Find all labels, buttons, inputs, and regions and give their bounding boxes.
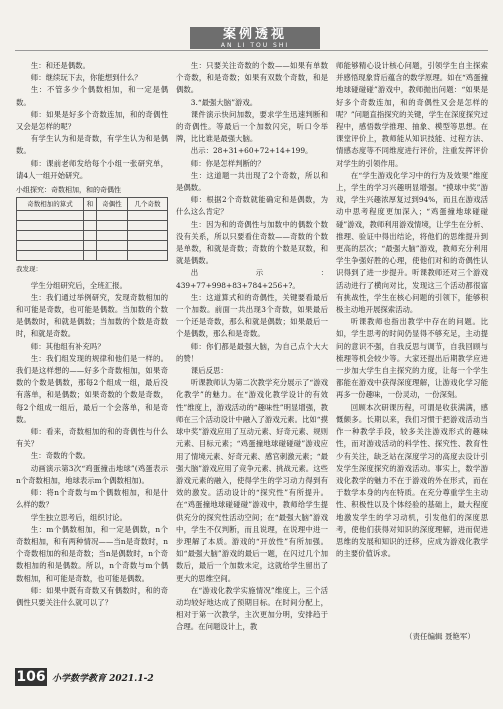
table-title: 小组探究：奇数相加，和的奇偶性 bbox=[16, 186, 121, 195]
paragraph: 生：因为和的奇偶性与加数中的偶数个数没有关系，所以只要看住奇数——奇数的个数是单数，和就是奇数；奇数的个数是双数，和就是偶数。 bbox=[176, 219, 328, 266]
column-left bbox=[16, 60, 168, 658]
paragraph: 师：将n个奇数与m个偶数相加，和是什么样的数？ bbox=[16, 488, 168, 510]
paragraph: 师：根据2个奇数就能确定和是偶数，为什么这么肯定？ bbox=[176, 195, 328, 217]
table-note: 我发现： bbox=[16, 265, 42, 274]
editor-credit: （责任编辑 聂艳军） bbox=[405, 632, 475, 641]
paragraph: 师：你是怎样判断的？ bbox=[190, 158, 265, 168]
table-cell bbox=[127, 221, 167, 231]
paragraph: 学生独立思考后，组织讨论。 bbox=[30, 512, 127, 522]
paragraph: 师：继续玩下去，你能想到什么？ bbox=[30, 73, 142, 83]
paragraph: 师能够精心设计核心问题，引领学生自主探索并感悟现象背后蕴含的数学原理。如在“鸡蛋撞地球碰碰碰”游戏中，教师抛出问题：“如果是好多个奇数连加，和的奇偶性又会是怎样的呢？”问题直指探究的关键，学生在深度探究过程中，感悟数学推理、抽象、模型等思想。在课堂评价上，教师能从知识技能、过程方法、情感态度等不同维度进行评价，注重发挥评价对学生的引领作用。 bbox=[336, 61, 488, 168]
paragraph: 出示：439+77+998+83+784+256+?。 bbox=[176, 268, 328, 290]
paragraph: 师：看来，奇数相加的和的奇偶性与什么有关？ bbox=[16, 427, 168, 449]
journal-name: 小学数学教育 2021.1-2 bbox=[52, 674, 154, 684]
paragraph: 师：其他组有补充吗？ bbox=[30, 341, 105, 351]
table-cell bbox=[127, 251, 167, 261]
table-cell bbox=[17, 241, 84, 251]
table-row bbox=[17, 251, 168, 261]
paragraph: 生：这道题一共出现了2个奇数，所以和是偶数。 bbox=[176, 170, 328, 193]
table-row bbox=[17, 221, 168, 231]
table-cell bbox=[83, 211, 96, 221]
table-cell bbox=[127, 211, 167, 221]
paragraph: 生：m个偶数相加，和一定是偶数，n个奇数相加，和有两种情况——当n是奇数时，n个奇数相加的和是奇数；当n是偶数时，n个奇数相加的和是偶数。所以，n个奇数与m个偶数相加，和可能是奇数，也可能是偶数。 bbox=[16, 524, 168, 583]
table-cell bbox=[96, 241, 127, 251]
paragraph: 出示：28+31+60+72+14+199。 bbox=[190, 146, 313, 156]
paragraph: 生：和还是偶数。 bbox=[30, 61, 90, 70]
section-subtitle: AN LI TOU SHI bbox=[220, 42, 290, 49]
table-row bbox=[17, 241, 168, 251]
paragraph: 生：我们通过举例研究，发现奇数相加的和可能是奇数，也可能是偶数。当加数的个数是偶数时，和就是偶数；当加数的个数是奇数时，和就是奇数。 bbox=[16, 292, 168, 339]
table-cell bbox=[83, 251, 96, 261]
table-cell bbox=[83, 241, 96, 251]
table-header-cell: 奇偶性 bbox=[96, 198, 127, 211]
paragraph: 在“学生游戏化学习中的行为及效果”维度上，学生的学习兴趣明显增强。“摸球中奖”游戏，学生兴趣浓厚复过到94%，而且在游戏活动中思考程度更加深入；“鸡蛋撞地球碰碰碰”游戏，教师利用游戏情境，让学生在分析、推理、验证中得出结论，将他们的思维提升到更高的层次；“最强大脑”游戏，教师充分利用学生争强好胜的心理，使他们对和的奇偶性认识得到了进一步提升。听课教师还对三个游戏活动进行了横向对比，发现这三个活动都很富有挑战性，学生在核心问题的引领下，能够积极主动地开展探索活动。 bbox=[336, 170, 488, 315]
column-right bbox=[336, 60, 488, 658]
paragraph: 有学生认为和是奇数，有学生认为和是偶数。 bbox=[16, 134, 168, 156]
table-header-cell: 奇数相加的算式 bbox=[17, 198, 84, 211]
table-cell bbox=[17, 211, 84, 221]
paragraph: 生：只要关注奇数的个数——如果有单数个奇数，和是奇数；如果有双数个奇数，和是偶数。 bbox=[176, 61, 328, 95]
paragraph: 师：课前老师发给每个小组一张研究单，请4人一组开始研究。 bbox=[16, 158, 168, 180]
paragraph: 生：这道算式和的奇偶性，关键要看最后一个加数。前面一共出现3个奇数，如果最后一个还是奇数，那么和就是偶数；如果最后一个是偶数，那么和是奇数。 bbox=[176, 292, 328, 339]
table-cell bbox=[83, 231, 96, 241]
paragraph: 在“游戏化教学实施情况”维度上，三个活动均较好地达成了预期目标。在时间分配上，相对于第一次教学，主次更加分明，安排趋于合理。在问题设计上，教 bbox=[176, 585, 328, 632]
paragraph: 生：我们组发现的规律和他们是一样的。我们是这样想的——好多个奇数相加，如果奇数的个数是偶数，那每2个组成一组，最后没有落单，和是偶数；如果奇数的个数是奇数，每2个组成一组后，最后一个会落单，和是奇数。 bbox=[16, 353, 168, 424]
table-cell bbox=[127, 231, 167, 241]
paragraph: 生：不管多少个偶数相加，和一定是偶数。 bbox=[16, 85, 168, 107]
paragraph: 听课教师也指出教学中存在的问题。比如，学生思考的时间仍显得不够充足，主动提问的意识不强，自我反思与调节，自我回顾与梳理等机会较少等。大家还提出后期教学应进一步加大学生自主探究的力度，让每一个学生都能在游戏中获得深度理解，让游戏化学习能再多一份趣味，一份灵动，一份深刻。 bbox=[336, 317, 488, 400]
column-middle bbox=[176, 60, 328, 658]
table-header-cell: 几个奇数 bbox=[127, 198, 167, 211]
table-cell bbox=[96, 221, 127, 231]
paragraph: 师：如果是好多个奇数连加，和的奇偶性又会是怎样的呢？ bbox=[16, 109, 168, 132]
table-header-cell: 和 bbox=[83, 198, 96, 211]
table-cell bbox=[17, 221, 84, 231]
paragraph: 动画演示第3次“鸡蛋撞击地球”(鸡蛋表示n个奇数相加，地球表示m个偶数相加)。 bbox=[16, 463, 168, 485]
section-banner bbox=[190, 27, 320, 49]
page-number: 106 bbox=[16, 669, 46, 685]
table-cell bbox=[17, 231, 84, 241]
page-header bbox=[0, 0, 503, 58]
research-table bbox=[16, 197, 168, 261]
paragraph: 生：奇数的个数。 bbox=[30, 451, 90, 461]
paragraph: 回顾本次研课历程，可谓是收获满满，感慨颇多。长期以来，我们习惯于把游戏活动当作一种教学手段，较多关注游戏形式的趣味性，而对游戏活动的科学性、探究性、教育性少有关注，缺乏站在深度学习的高度去设计引发学生深度探究的游戏活动。事实上，数学游戏化教学的魅力不在于游戏的外在形式，而在于数学本身的内在特质。在充分尊重学生主动性、积极性以及个体经验的基础上，最大程度地激发学生的学习动机，引发他们的深度思考，使他们获得对知识的深度理解，进而促进思维的发展和知识的迁移，应成为游戏化教学的主要价值诉求。 bbox=[336, 402, 488, 559]
page-footer bbox=[0, 666, 503, 690]
section-title: 案例透视 bbox=[222, 27, 287, 42]
table-cell bbox=[17, 251, 84, 261]
table-row bbox=[17, 231, 168, 241]
table-cell bbox=[96, 251, 127, 261]
paragraph: 学生分组研究后，全班汇报。 bbox=[30, 280, 127, 290]
table-row bbox=[17, 211, 168, 221]
paragraph: 3.“最强大脑”游戏。 bbox=[190, 97, 258, 107]
table-cell bbox=[96, 211, 127, 221]
paragraph: 听课教师认为第二次教学充分展示了“游戏化教学”的魅力。在“游戏化教学设计的有效性”维度上，游戏活动的“趣味性”明显增强，教师在三个活动设计中融入了游戏元素。比如“摸球中奖”游戏应用了互动元素、好奇元素、规则元素、目标元素；“鸡蛋撞地球碰碰碰”游戏应用了情境元素、好奇元素、感官刺激元素；“最强大脑”游戏应用了竞争元素、挑战元素。这些游戏元素的融入，使得学生的学习动力得到有效的激发。活动设计的“探究性”有所提升。在“鸡蛋撞地球碰碰碰”游戏中，教师给学生提供充分的探究性活动空间；在“最强大脑”游戏中，学生不仅判断，而且说理，在说理中进一步理解了本质。游戏的“开放性”有所加强。如“最强大脑”游戏的最后一题，在闪过几个加数后，最后一个加数未定，这就给学生留出了更大的思维空间。 bbox=[176, 378, 328, 583]
section-heading: 课后反思： bbox=[190, 366, 228, 376]
header-divider bbox=[15, 50, 488, 51]
paragraph: 师：你们都是最强大脑，为自己点个大大的赞！ bbox=[176, 341, 328, 363]
table-cell bbox=[83, 221, 96, 231]
table-cell bbox=[96, 231, 127, 241]
paragraph: 师：如果中既有奇数又有偶数时，和的奇偶性只要关注什么就可以了？ bbox=[16, 585, 168, 607]
table-cell bbox=[127, 241, 167, 251]
paragraph: 课件演示快问加数，要求学生迅速判断和的奇偶性。等最后一个加数闪完，听口令举牌，比比谁是最强大脑。 bbox=[176, 109, 328, 144]
table-header-row bbox=[17, 198, 168, 211]
